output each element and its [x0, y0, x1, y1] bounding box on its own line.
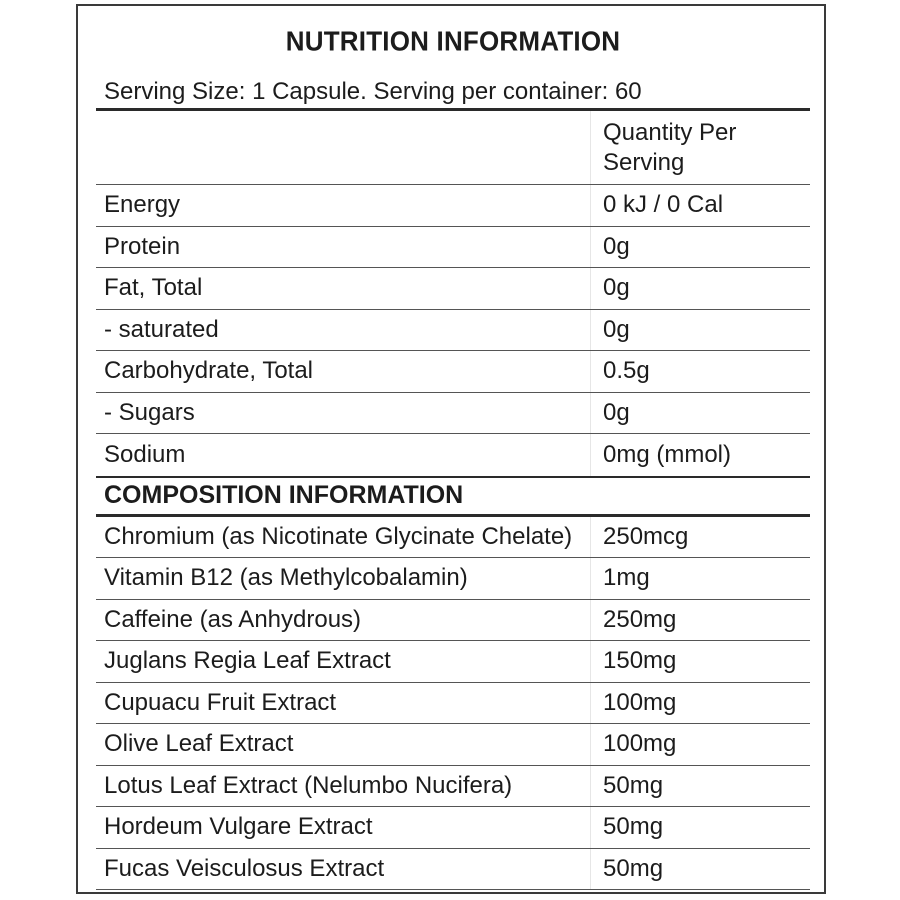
nutrition-row-saturated [96, 310, 810, 352]
nutrient-label: - saturated [96, 310, 591, 351]
nutrient-label: Protein [96, 227, 591, 268]
composition-row-cupuacu [96, 683, 810, 725]
header-label-cell [96, 111, 591, 184]
serving-info: Serving Size: 1 Capsule. Serving per container: 60 [96, 76, 810, 111]
ingredient-value: 50mg [603, 854, 664, 882]
nutrient-value: 0 kJ / 0 Cal [603, 191, 724, 219]
panel-title: NUTRITION INFORMATION [285, 24, 621, 57]
composition-row-fucas-veisculosus [96, 849, 810, 891]
nutrient-value: 0.5g [603, 357, 650, 385]
ingredient-label: Chromium (as Nicotinate Glycinate Chelate) [96, 517, 591, 558]
ingredient-value: 250mg [603, 605, 677, 633]
nutrient-label: Fat, Total [96, 268, 591, 309]
nutrition-row-fat-total [96, 268, 810, 310]
ingredient-label: Juglans Regia Leaf Extract [96, 641, 591, 682]
ingredient-label: Olive Leaf Extract [96, 724, 591, 765]
quantity-per-serving-header: Quantity Per Serving [603, 118, 737, 176]
nutrition-row-energy [96, 185, 810, 227]
composition-row-juglans-regia [96, 641, 810, 683]
composition-row-hordeum-vulgare [96, 807, 810, 849]
ingredient-value: 1mg [603, 564, 650, 592]
nutrition-row-protein [96, 227, 810, 269]
composition-row-olive-leaf [96, 724, 810, 766]
ingredient-label: Caffeine (as Anhydrous) [96, 600, 591, 641]
nutrition-panel [76, 4, 826, 894]
ingredient-value: 150mg [603, 647, 677, 675]
composition-row-caffeine [96, 600, 810, 642]
composition-row-lotus-leaf [96, 766, 810, 808]
composition-title: COMPOSITION INFORMATION [104, 481, 464, 509]
nutrition-row-carbohydrate [96, 351, 810, 393]
nutrient-value: 0g [603, 274, 630, 302]
composition-row-vitamin-b12 [96, 558, 810, 600]
nutrient-label: - Sugars [96, 393, 591, 434]
ingredient-value: 100mg [603, 688, 677, 716]
ingredient-value: 250mcg [603, 522, 689, 550]
nutrient-label: Sodium [96, 434, 591, 476]
nutrition-table [96, 6, 810, 892]
nutrient-value: 0g [603, 315, 630, 343]
composition-row-chromium [96, 517, 810, 559]
ingredient-label: Lotus Leaf Extract (Nelumbo Nucifera) [96, 766, 591, 807]
ingredient-label: Hordeum Vulgare Extract [96, 807, 591, 848]
nutrition-row-sugars [96, 393, 810, 435]
nutrient-label: Energy [96, 185, 591, 226]
ingredient-value: 50mg [603, 813, 664, 841]
nutrition-row-sodium [96, 434, 810, 476]
ingredient-label: Fucas Veisculosus Extract [96, 849, 591, 890]
nutrient-value: 0g [603, 232, 630, 260]
ingredient-value: 100mg [603, 730, 677, 758]
nutrient-label: Carbohydrate, Total [96, 351, 591, 392]
nutrient-value: 0mg (mmol) [603, 440, 732, 468]
composition-section-header [96, 476, 810, 517]
ingredient-label: Cupuacu Fruit Extract [96, 683, 591, 724]
ingredient-value: 50mg [603, 771, 664, 799]
column-header-row [96, 111, 810, 185]
ingredient-label: Vitamin B12 (as Methylcobalamin) [96, 558, 591, 599]
nutrient-value: 0g [603, 398, 630, 426]
